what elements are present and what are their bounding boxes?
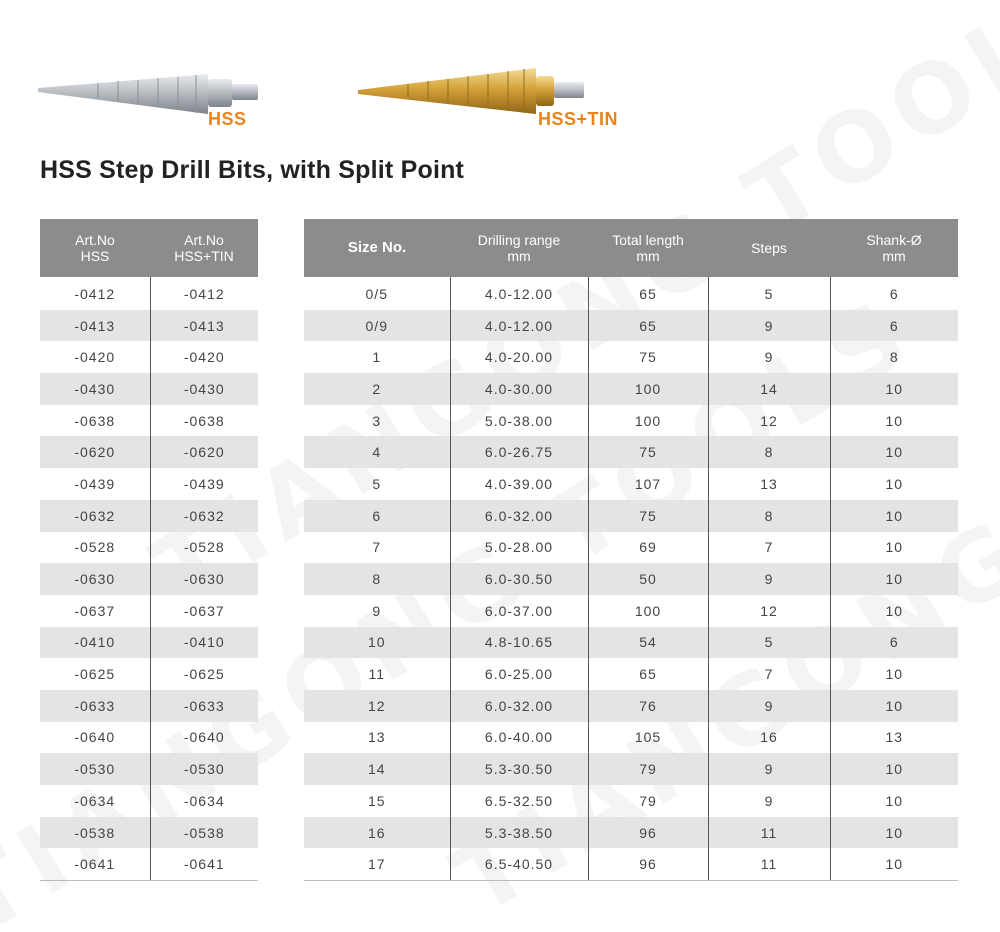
spec-row-cell: 8	[708, 436, 830, 468]
spec-row-cell: 10	[830, 690, 958, 722]
art-no-row-cell: -0530	[40, 753, 150, 785]
spec-row-cell: 6.0-32.00	[450, 500, 588, 532]
spec-row-cell: 6.0-30.50	[450, 563, 588, 595]
spec-row-cell: 11	[708, 817, 830, 849]
spec-row	[304, 563, 958, 595]
spec-row-cell: 5.3-30.50	[450, 753, 588, 785]
hss-label: HSS	[208, 109, 247, 129]
art-no-row	[40, 848, 258, 880]
spec-row-cell: 13	[708, 468, 830, 500]
art-no-row-cell: -0620	[150, 436, 258, 468]
spec-row-cell: 10	[885, 602, 904, 619]
spec-row-cell: 6.0-32.00	[450, 690, 588, 722]
spec-row-cell: 4.8-10.65	[450, 627, 588, 659]
spec-row-cell: 10	[830, 817, 958, 849]
specifications-header-row	[304, 219, 958, 277]
art-no-row-cell: -0630	[150, 563, 258, 595]
spec-row	[304, 627, 958, 659]
spec-row-cell: 96	[588, 817, 708, 849]
spec-row-cell: 13	[304, 722, 450, 754]
header-size-no: Size No.	[304, 219, 450, 277]
spec-row	[304, 341, 958, 373]
spec-row-cell: 75	[588, 341, 708, 373]
spec-row-cell: 10	[830, 373, 958, 405]
art-no-row-cell: -0410	[150, 627, 258, 659]
spec-row	[304, 532, 958, 564]
spec-row-cell: 3	[304, 405, 450, 437]
art-no-row-cell: -0439	[183, 475, 225, 492]
art-no-row	[40, 468, 258, 500]
spec-row-cell: 9	[708, 785, 830, 817]
art-no-row	[40, 532, 258, 564]
spec-row-cell: 65	[588, 277, 708, 310]
spec-row-cell: 6.5-32.50	[450, 785, 588, 817]
art-no-row-cell: -0413	[150, 310, 258, 342]
spec-row-cell: 7	[304, 532, 450, 564]
art-no-row	[40, 563, 258, 595]
spec-row-cell: 2	[304, 373, 450, 405]
spec-row-cell: 76	[588, 690, 708, 722]
spec-row-cell: 1	[304, 341, 450, 373]
spec-row-cell: 4.0-12.00	[450, 310, 588, 342]
art-no-row-cell: -0420	[183, 349, 225, 366]
spec-row-cell: 9	[708, 341, 830, 373]
art-no-row-cell: -0439	[40, 468, 150, 500]
art-no-row	[40, 627, 258, 659]
spec-row-cell: 10	[885, 792, 904, 809]
spec-row-cell: 69	[588, 532, 708, 564]
spec-row-cell: 9	[708, 563, 830, 595]
art-no-row	[40, 341, 258, 373]
art-no-row-cell: -0638	[40, 405, 150, 437]
spec-row-cell: 10	[830, 848, 958, 880]
specifications-table	[304, 219, 958, 881]
art-no-row-cell: -0430	[150, 373, 258, 405]
hss-tin-label: HSS+TIN	[538, 109, 619, 129]
art-no-row	[40, 690, 258, 722]
spec-row-cell: 5	[708, 277, 830, 310]
spec-row-cell: 5.3-38.50	[450, 817, 588, 849]
art-no-row-cell: -0641	[150, 848, 258, 880]
spec-row	[304, 310, 958, 342]
spec-row-cell: 79	[588, 785, 708, 817]
spec-row-cell: 15	[304, 785, 450, 817]
spec-row-cell: 65	[588, 310, 708, 342]
art-no-row-cell: -0630	[40, 563, 150, 595]
spec-row-cell: 7	[708, 658, 830, 690]
spec-row-cell: 75	[588, 436, 708, 468]
art-no-row	[40, 436, 258, 468]
art-no-row-cell: -0633	[150, 690, 258, 722]
spec-row-cell: 75	[588, 500, 708, 532]
spec-row-cell: 17	[304, 848, 450, 880]
art-no-row	[40, 500, 258, 532]
spec-row-cell: 8	[708, 500, 830, 532]
art-no-header-row	[40, 219, 258, 277]
art-no-row	[40, 373, 258, 405]
art-no-row-cell: -0528	[183, 539, 225, 556]
spec-row	[304, 722, 958, 754]
spec-row	[304, 500, 958, 532]
art-no-row	[40, 817, 258, 849]
art-no-row-cell: -0633	[40, 690, 150, 722]
spec-row-cell: 9	[708, 310, 830, 342]
art-no-row-cell: -0641	[40, 848, 150, 880]
spec-row-cell: 13	[885, 729, 904, 746]
art-no-row-cell: -0412	[183, 285, 225, 302]
spec-row-cell: 4.0-20.00	[450, 341, 588, 373]
header-drilling-range: Drilling range mm	[450, 219, 588, 277]
page-title: HSS Step Drill Bits, with Split Point	[40, 156, 465, 184]
art-no-row-cell: -0637	[183, 602, 225, 619]
art-no-row-cell: -0638	[183, 412, 225, 429]
art-no-row-cell: -0634	[183, 792, 225, 809]
spec-row-cell: 12	[708, 595, 830, 627]
art-no-row-cell: -0538	[150, 817, 258, 849]
spec-row-cell: 9	[708, 753, 830, 785]
spec-row-cell: 5	[708, 627, 830, 659]
art-no-row-cell: -0528	[40, 532, 150, 564]
art-no-table	[40, 219, 258, 881]
spec-row	[304, 848, 958, 880]
spec-row	[304, 373, 958, 405]
spec-row-cell: 0/9	[304, 310, 450, 342]
spec-row-cell: 10	[830, 753, 958, 785]
art-no-row-cell: -0430	[40, 373, 150, 405]
spec-row-cell: 6.5-40.50	[450, 848, 588, 880]
art-no-row-cell: -0640	[40, 722, 150, 754]
art-no-row-cell: -0640	[183, 729, 225, 746]
spec-row-cell: 0/5	[304, 277, 450, 310]
art-no-row	[40, 277, 258, 310]
header-total-length: Total length mm	[588, 219, 708, 277]
spec-row-cell: 4	[304, 436, 450, 468]
spec-row-cell: 9	[304, 595, 450, 627]
spec-row-cell: 79	[588, 753, 708, 785]
spec-row-cell: 11	[304, 658, 450, 690]
spec-row-cell: 6.0-26.75	[450, 436, 588, 468]
spec-row-cell: 6.0-40.00	[450, 722, 588, 754]
spec-row-cell: 105	[588, 722, 708, 754]
header-art-no-hss-tin: Art.No HSS+TIN	[150, 219, 258, 277]
spec-row-cell: 6	[304, 500, 450, 532]
spec-row-cell: 100	[588, 595, 708, 627]
spec-row-cell: 10	[885, 412, 904, 429]
art-no-row-cell: -0412	[40, 277, 150, 310]
spec-row-cell: 6.0-37.00	[450, 595, 588, 627]
spec-row-cell: 100	[588, 373, 708, 405]
spec-row-cell: 100	[588, 405, 708, 437]
spec-row	[304, 817, 958, 849]
art-no-row-cell: -0632	[150, 500, 258, 532]
spec-row-cell: 54	[588, 627, 708, 659]
art-no-row-cell: -0637	[40, 595, 150, 627]
spec-row	[304, 595, 958, 627]
spec-row	[304, 405, 958, 437]
art-no-row	[40, 310, 258, 342]
spec-row-cell: 6	[830, 310, 958, 342]
spec-row	[304, 690, 958, 722]
spec-row-cell: 4.0-12.00	[450, 277, 588, 310]
spec-row-cell: 10	[830, 500, 958, 532]
spec-row-cell: 5	[304, 468, 450, 500]
spec-row-cell: 8	[304, 563, 450, 595]
spec-row-cell: 96	[588, 848, 708, 880]
header-shank-diameter: Shank-Ø mm	[830, 219, 958, 277]
spec-row-cell: 10	[304, 627, 450, 659]
art-no-row	[40, 405, 258, 437]
spec-row	[304, 468, 958, 500]
art-no-row-cell: -0625	[40, 658, 150, 690]
spec-row	[304, 277, 958, 310]
art-no-row-cell: -0530	[150, 753, 258, 785]
spec-row-cell: 12	[708, 405, 830, 437]
spec-row-cell: 14	[708, 373, 830, 405]
art-no-row	[40, 753, 258, 785]
spec-row	[304, 436, 958, 468]
art-no-row-cell: -0413	[40, 310, 150, 342]
spec-row	[304, 753, 958, 785]
spec-row-cell: 10	[830, 563, 958, 595]
spec-row-cell: 5.0-38.00	[450, 405, 588, 437]
spec-row-cell: 6.0-25.00	[450, 658, 588, 690]
art-no-row-cell: -0420	[40, 341, 150, 373]
spec-row-cell: 14	[304, 753, 450, 785]
spec-row-cell: 107	[588, 468, 708, 500]
spec-row-cell: 6	[830, 627, 958, 659]
art-no-row-cell: -0538	[40, 817, 150, 849]
spec-row-cell: 65	[588, 658, 708, 690]
spec-row-cell: 10	[885, 539, 904, 556]
spec-row-cell: 8	[889, 349, 899, 366]
spec-row-cell: 6	[889, 285, 899, 302]
art-no-row-cell: -0410	[40, 627, 150, 659]
spec-row-cell: 4.0-30.00	[450, 373, 588, 405]
spec-row-cell: 7	[708, 532, 830, 564]
art-no-row	[40, 658, 258, 690]
art-no-row	[40, 595, 258, 627]
art-no-row	[40, 722, 258, 754]
spec-row	[304, 785, 958, 817]
spec-row-cell: 50	[588, 563, 708, 595]
spec-row-cell: 9	[708, 690, 830, 722]
spec-row-cell: 10	[830, 436, 958, 468]
spec-row-cell: 12	[304, 690, 450, 722]
spec-row-cell: 16	[708, 722, 830, 754]
art-no-row-cell: -0625	[183, 666, 225, 683]
header-art-no-hss: Art.No HSS	[40, 219, 150, 277]
art-no-row-cell: -0634	[40, 785, 150, 817]
header-steps: Steps	[708, 219, 830, 277]
spec-row-cell: 10	[885, 666, 904, 683]
spec-row-cell: 5.0-28.00	[450, 532, 588, 564]
art-no-row-cell: -0620	[40, 436, 150, 468]
spec-row-cell: 16	[304, 817, 450, 849]
spec-row-cell: 4.0-39.00	[450, 468, 588, 500]
spec-row-cell: 11	[708, 848, 830, 880]
spec-row	[304, 658, 958, 690]
art-no-row-cell: -0632	[40, 500, 150, 532]
art-no-row	[40, 785, 258, 817]
spec-row-cell: 10	[885, 475, 904, 492]
